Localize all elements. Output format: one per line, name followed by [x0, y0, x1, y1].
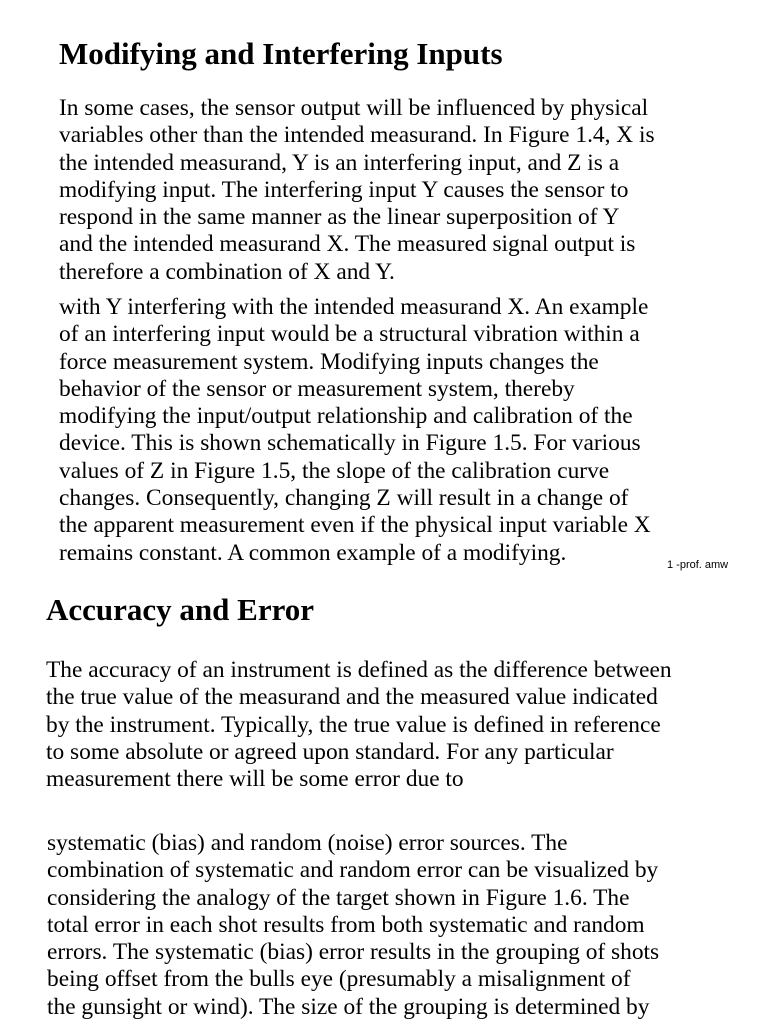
section-heading-accuracy-and-error: Accuracy and Error — [46, 592, 315, 627]
paragraph-interfering-inputs-intro: In some cases, the sensor output will be influenced by physical variables other than the intended measurand. In Figure 1.4, X is the intended measurand, Y is an interfering input, and Z is a modifying input. The interfering input Y causes the sensor to respond in the same manner as the linear superposition of Y and the intended measurand X. The measured signal output is therefore a combination of X and Y. — [59, 95, 655, 285]
paragraph-modifying-inputs: with Y interfering with the intended measurand X. An example of an interfering input would be a structural vibration within a force measurement system. Modifying inputs changes the behavior of the sensor or measurement system, thereby modifying the input/output relationship and calibration of the device. This is shown schematically in Figure 1.5. For various values of Z in Figure 1.5, the slope of the calibration curve changes. Consequently, changing Z will result in a change of the apparent measurement even if the physical input variable X remains constant. A common example of a modifying. — [59, 294, 651, 566]
paragraph-systematic-random-error: systematic (bias) and random (noise) error sources. The combination of systematic and random error can be visualized by considering the analogy of the target shown in Figure 1.6. The total error in each shot results from both systematic and random errors. The systematic (bias) error results in the grouping of shots being offset from the bulls eye (presumably a misalignment of the gunsight or wind). The size of the grouping is determined by — [47, 830, 660, 1020]
page-note: 1 -prof. amw — [667, 559, 729, 571]
section-heading-modifying-interfering-inputs: Modifying and Interfering Inputs — [59, 36, 503, 71]
paragraph-accuracy-definition: The accuracy of an instrument is defined as the difference between the true value of the measurand and the measured value indicated by the instrument. Typically, the true value is defined in reference to some absolute or agreed upon standard. For any particular measurement there will be some error due to — [46, 657, 672, 793]
